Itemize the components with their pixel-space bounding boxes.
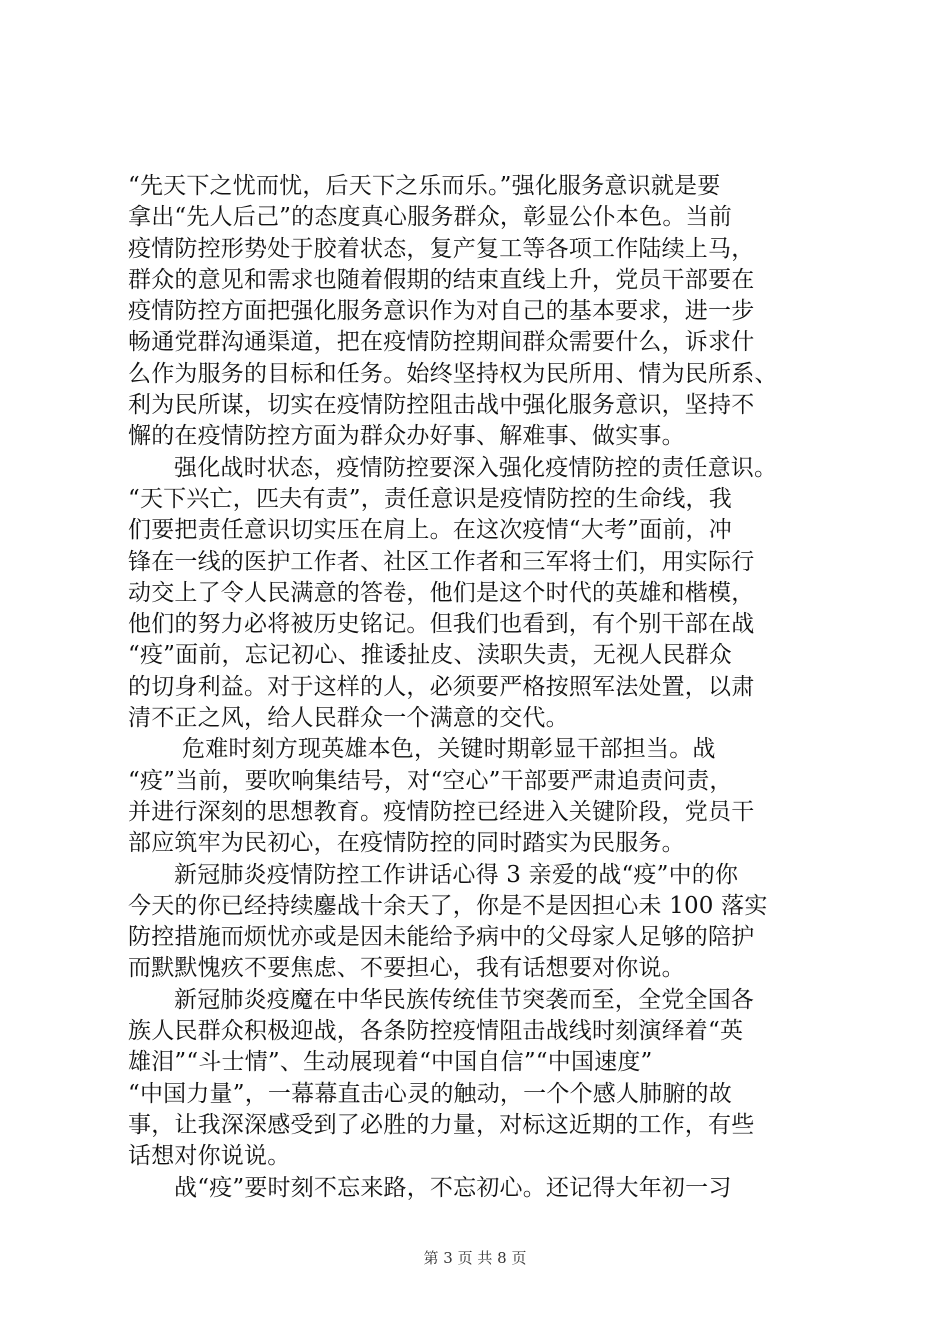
text-line: 的切身利益。对于这样的人，必须要严格按照军法处置，以肃: [128, 673, 755, 700]
text-line: 族人民群众积极迎战，各条防控疫情阻击战线时刻演绎着“英: [128, 1018, 744, 1045]
text-line: 新冠肺炎疫情防控工作讲话心得 3 亲爱的战“疫”中的你: [174, 861, 739, 888]
text-line: 们要把责任意识切实压在肩上。在这次疫情“大考”面前，冲: [128, 517, 732, 544]
text-line: 并进行深刻的思想教育。疫情防控已经进入关键阶段，党员干: [128, 798, 755, 825]
text-line: 畅通党群沟通渠道，把在疫情防控期间群众需要什么，诉求什: [128, 329, 755, 356]
text-line: 他们的努力必将被历史铭记。但我们也看到，有个别干部在战: [128, 611, 755, 638]
text-line: 而默默愧疚不要焦虑、不要担心，我有话想要对你说。: [128, 955, 685, 982]
text-line: “天下兴亡，匹夫有责”，责任意识是疫情防控的生命线，我: [128, 485, 732, 512]
text-line: 雄泪”“斗士情”、生动展现着“中国自信”“中国速度”: [128, 1049, 653, 1076]
text-line: 么作为服务的目标和任务。始终坚持权为民所用、情为民所系、: [128, 360, 778, 387]
text-line: “先天下之忧而忧，后天下之乐而乐。”强化服务意识就是要: [128, 173, 721, 199]
text-line: 拿出“先人后己”的态度真心服务群众，彰显公仆本色。当前: [128, 204, 732, 231]
text-line: 强化战时状态，疫情防控要深入强化疫情防控的责任意识。: [174, 454, 778, 481]
text-line: 疫情防控方面把强化服务意识作为对自己的基本要求，进一步: [128, 298, 755, 325]
text-line: 战“疫”要时刻不忘来路，不忘初心。还记得大年初一习: [174, 1174, 732, 1201]
text-line: 懈的在疫情防控方面为群众办好事、解难事、做实事。: [128, 423, 685, 450]
text-line: 事，让我深深感受到了必胜的力量，对标这近期的工作，有些: [128, 1111, 755, 1138]
text-line: 部应筑牢为民初心，在疫情防控的同时踏实为民服务。: [128, 830, 685, 857]
text-line: 今天的你已经持续鏖战十余天了，你是不是因担心未 100 落实: [128, 892, 768, 919]
page-footer: 第 3 页 共 8 页: [423, 1249, 527, 1267]
document-body: [128, 171, 834, 1204]
text-line: “疫”当前，要吹响集结号，对“空心”干部要严肃追责问责，: [128, 767, 733, 794]
text-line: “疫”面前，忘记初心、推诿扯皮、渎职失责，无视人民群众: [128, 642, 732, 669]
text-line: 疫情防控形势处于胶着状态，复产复工等各项工作陆续上马，: [128, 235, 755, 262]
text-line: 危难时刻方现英雄本色，关键时期彰显干部担当。战: [182, 736, 716, 763]
text-line: 新冠肺炎疫魔在中华民族传统佳节突袭而至，全党全国各: [174, 986, 754, 1013]
text-line: 群众的意见和需求也随着假期的结束直线上升，党员干部要在: [128, 266, 755, 293]
text-line: “中国力量”，一幕幕直击心灵的触动，一个个感人肺腑的故: [128, 1080, 732, 1107]
text-line: 话想对你说说。: [128, 1143, 291, 1170]
text-line: 动交上了令人民满意的答卷，他们是这个时代的英雄和楷模，: [128, 579, 755, 606]
text-line: 防控措施而烦忧亦或是因未能给予病中的父母家人足够的陪护: [128, 924, 755, 951]
text-line: 利为民所谋，切实在疫情防控阻击战中强化服务意识，坚持不: [128, 392, 755, 419]
text-line: 锋在一线的医护工作者、社区工作者和三军将士们，用实际行: [128, 548, 755, 575]
text-line: 清不正之风，给人民群众一个满意的交代。: [128, 705, 569, 732]
